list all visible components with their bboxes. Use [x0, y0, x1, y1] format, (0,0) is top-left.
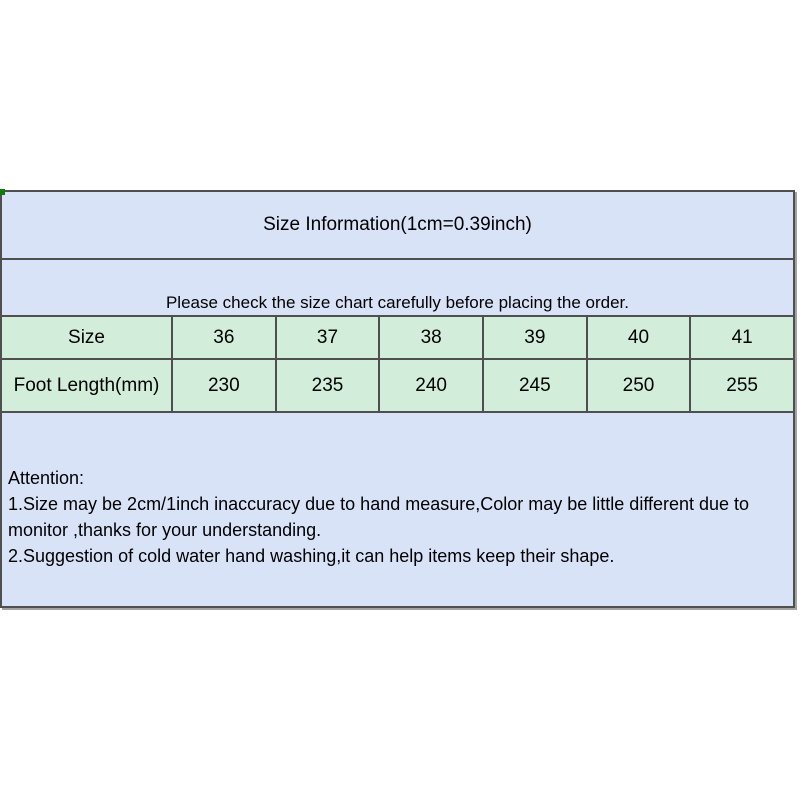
foot-length-value-cell: 245: [482, 360, 586, 411]
note-text: Please check the size chart carefully before placing the order.: [165, 293, 630, 312]
foot-length-value-cell: 250: [586, 360, 690, 411]
attention-line-2: monitor ,thanks for your understanding.: [8, 520, 322, 540]
note-row: [2, 258, 793, 315]
size-header-row: [2, 315, 793, 358]
title-row: [2, 192, 793, 258]
size-value-cell: 39: [482, 317, 586, 358]
foot-length-value-cell: 230: [171, 360, 275, 411]
chart-title: Size Information(1cm=0.39inch): [263, 214, 532, 235]
attention-line-1: 1.Size may be 2cm/1inch inaccuracy due to hand measure,Color may be little different due to: [8, 494, 750, 514]
size-value-cell: 36: [171, 317, 275, 358]
attention-heading: Attention:: [8, 468, 85, 488]
foot-length-row: [2, 358, 793, 411]
size-value-cell: 38: [378, 317, 482, 358]
corner-marker: [0, 189, 5, 195]
attention-line-3: 2.Suggestion of cold water hand washing,it can help items keep their shape.: [8, 546, 615, 566]
size-label-cell: Size: [68, 326, 105, 348]
foot-length-value-cell: 255: [689, 360, 793, 411]
foot-length-value-cell: 235: [275, 360, 379, 411]
size-chart-table: [0, 190, 795, 608]
size-value-cell: 40: [586, 317, 690, 358]
attention-block: [2, 411, 793, 606]
size-value-cell: 37: [275, 317, 379, 358]
foot-length-value-cell: 240: [378, 360, 482, 411]
foot-length-label-cell: Foot Length(mm): [13, 374, 160, 396]
size-value-cell: 41: [689, 317, 793, 358]
